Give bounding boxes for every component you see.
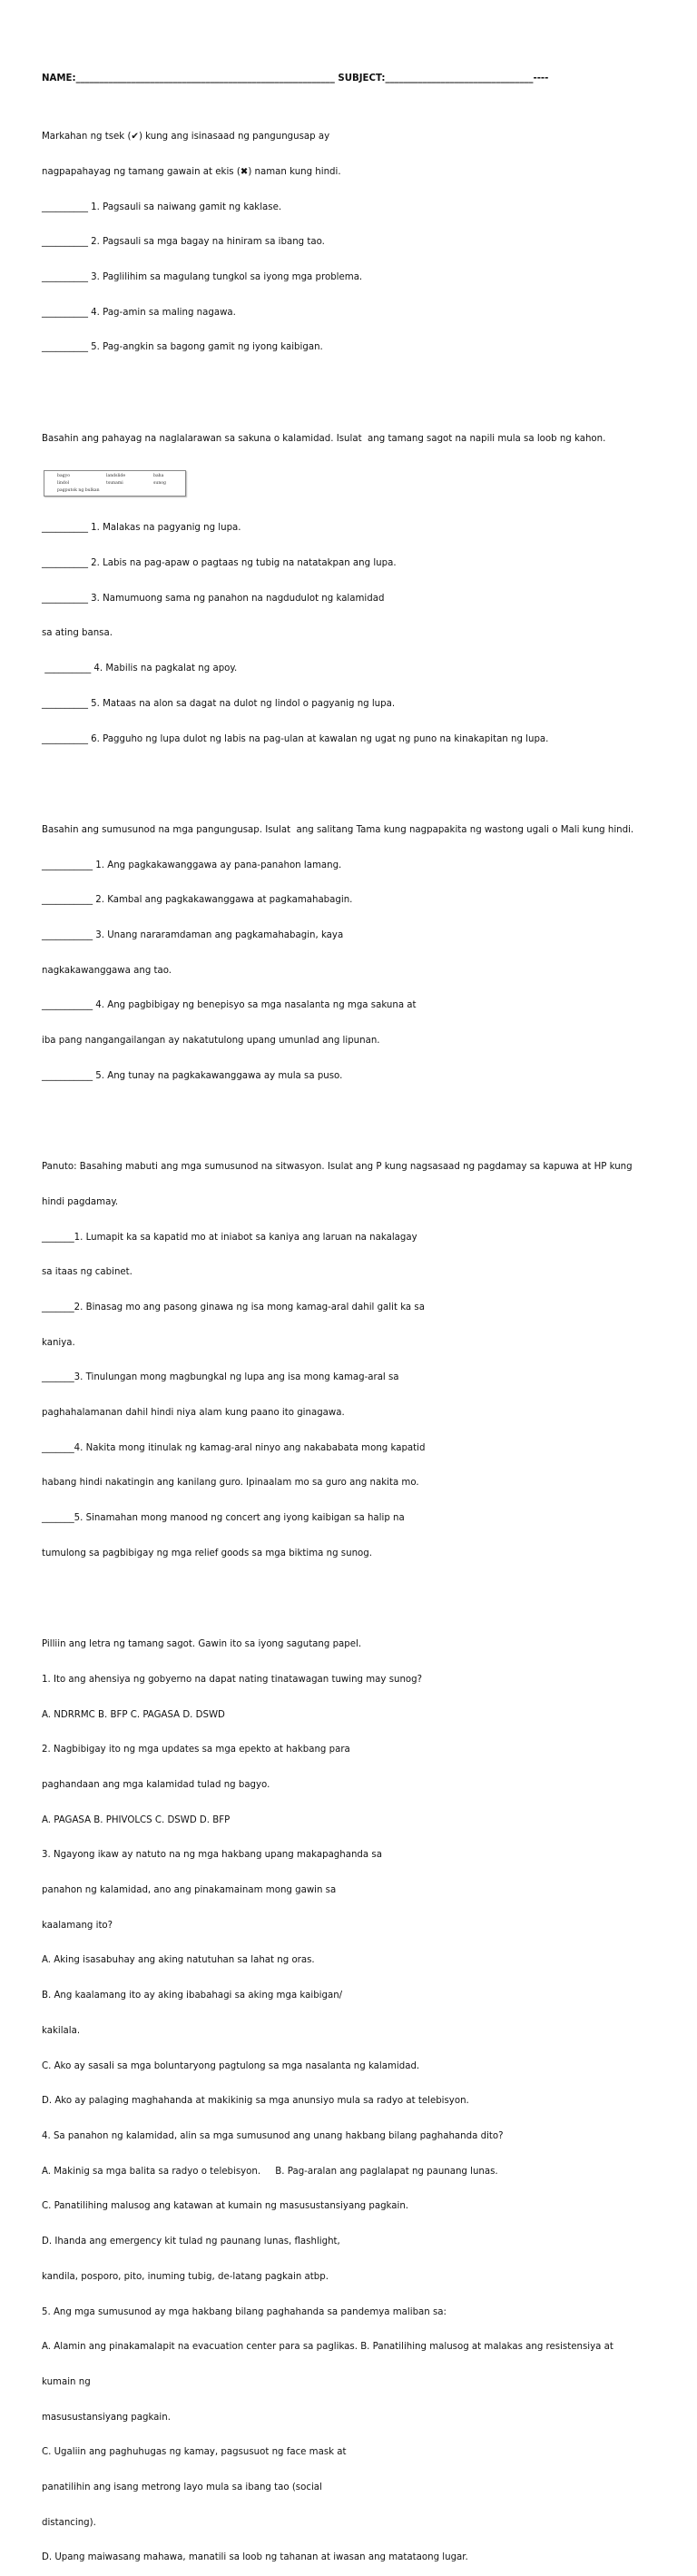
section3-item: ___________ 5. Ang tunay na pagkakawanggawa ay mula sa puso. xyxy=(42,1070,343,1081)
section4-item: sa itaas ng cabinet. xyxy=(42,1267,133,1278)
section5-line: Pilliin ang letra ng tamang sagot. Gawin ito sa iyong sagutang papel. xyxy=(42,1639,362,1650)
word-box-item: tsunami xyxy=(106,481,123,487)
section5-line: D. Ako ay palaging maghahanda at makikinig sa mga anunsiyo mula sa radyo at telebisyon. xyxy=(42,2096,469,2107)
section1-instruction: Markahan ng tsek (✔) kung ang isinasaad ng pangungusap ay xyxy=(42,132,330,143)
section5-line: panatilihin ang isang metrong layo mula sa ibang tao (social xyxy=(42,2483,322,2493)
section5-line: D. Ihanda ang emergency kit tulad ng paunang lunas, flashlight, xyxy=(42,2237,340,2247)
section5-line: D. Upang maiwasang mahawa, manatili sa loob ng tahanan at iwasan ang matataong lugar. xyxy=(42,2552,468,2563)
section4-item: _______3. Tinulungan mong magbungkal ng lupa ang isa mong kamag-aral sa xyxy=(42,1372,399,1383)
section5-line: 4. Sa panahon ng kalamidad, alin sa mga sumusunod ang unang hakbang bilang paghahanda dito? xyxy=(42,2131,504,2141)
section2-item: sa ating bansa. xyxy=(42,628,113,639)
word-box xyxy=(44,470,186,497)
section5-line: C. Ugaliin ang paghuhugas ng kamay, pagsusuot ng face mask at xyxy=(42,2447,347,2458)
section4-item: _______2. Binasag mo ang pasong ginawa ng isa mong kamag-aral dahil galit ka sa xyxy=(42,1302,425,1313)
section5-line: kaalamang ito? xyxy=(42,1920,113,1931)
section1-item: __________ 3. Paglilihim sa magulang tungkol sa iyong mga problema. xyxy=(42,272,363,283)
section4-item: habang hindi nakatingin ang kanilang guro. Ipinaalam mo sa guro ang nakita mo. xyxy=(42,1478,419,1489)
section4-item: paghahalamanan dahil hindi niya alam kung paano ito ginagawa. xyxy=(42,1408,345,1419)
name-blank: ________________________________________________________ xyxy=(75,73,335,84)
section1-instruction: nagpapahayag ng tamang gawain at ekis (✖) naman kung hindi. xyxy=(42,166,341,177)
section3-item: iba pang nangangailangan ay nakatutulong upang umunlad ang lipunan. xyxy=(42,1036,380,1047)
subject-label: SUBJECT: xyxy=(334,73,386,84)
section2-item: __________ 3. Namumuong sama ng panahon na nagdudulot ng kalamidad xyxy=(42,593,385,604)
section2-item: __________ 4. Mabilis na pagkalat ng apoy. xyxy=(42,664,238,674)
section4-item: _______5. Sinamahan mong manood ng concert ang iyong kaibigan sa halip na xyxy=(42,1513,405,1524)
word-box-item: baha xyxy=(153,474,164,479)
section3-item: nagkakawanggawa ang tao. xyxy=(42,965,172,976)
word-box-item: sunog xyxy=(153,481,166,487)
section3-item: ___________ 1. Ang pagkakawanggawa ay pana-panahon lamang. xyxy=(42,860,342,870)
section5-line: kandila, posporo, pito, inuming tubig, de-latang pagkain atbp. xyxy=(42,2271,329,2282)
section5-line: B. Ang kaalamang ito ay aking ibabahagi sa aking mga kaibigan/ xyxy=(42,1991,343,2001)
section2-item: __________ 5. Mataas na alon sa dagat na dulot ng lindol o pagyanig ng lupa. xyxy=(42,698,396,709)
section2-item: __________ 6. Pagguho ng lupa dulot ng labis na pag-ulan at kawalan ng ugat ng puno na kinakapitan ng lupa. xyxy=(42,733,549,744)
section5-line: paghandaan ang mga kalamidad tulad ng bagyo. xyxy=(42,1779,270,1790)
word-box-item: pagputok ng bulkan xyxy=(57,488,100,494)
section5-line: kumain ng xyxy=(42,2376,91,2387)
section1-item: __________ 5. Pag-angkin sa bagong gamit ng iyong kaibigan. xyxy=(42,342,323,353)
subject-blank: ________________________________---- xyxy=(385,73,549,84)
header-line xyxy=(42,74,659,85)
section5-line: A. PAGASA B. PHIVOLCS C. DSWD D. BFP xyxy=(42,1814,231,1825)
word-box-item: bagyo xyxy=(57,474,70,479)
section5-line: 2. Nagbibigay ito ng mga updates sa mga epekto at hakbang para xyxy=(42,1745,350,1755)
section4-item: kaniya. xyxy=(42,1337,75,1348)
section3-instruction: Basahin ang sumusunod na mga pangungusap. Isulat ang salitang Tama kung nagpapakita ng wastong ugali o Mali kung hindi. xyxy=(42,824,634,835)
section3-item: ___________ 2. Kambal ang pagkakawanggawa at pagkamahabagin. xyxy=(42,895,353,906)
section2-item: __________ 2. Labis na pag-apaw o pagtaas ng tubig na natatakpan ang lupa. xyxy=(42,558,397,568)
section5-line: A. Alamin ang pinakamalapit na evacuation center para sa paglikas. B. Panatilihing malusog at malakas ang resistensiya at xyxy=(42,2342,614,2353)
section5-line: 1. Ito ang ahensiya ng gobyerno na dapat nating tinatawagan tuwing may sunog? xyxy=(42,1674,423,1685)
section2-item: __________ 1. Malakas na pagyanig ng lupa. xyxy=(42,523,241,534)
section1-item: __________ 4. Pag-amin sa maling nagawa. xyxy=(42,307,236,318)
section4-instruction: Panuto: Basahing mabuti ang mga sumusunod na sitwasyon. Isulat ang P kung nagsasaad ng pagdamay sa kapuwa at HP kung xyxy=(42,1162,633,1173)
section5-line: 3. Ngayong ikaw ay natuto na ng mga hakbang upang makapaghanda sa xyxy=(42,1850,382,1861)
section5-line: C. Ako ay sasali sa mga boluntaryong pagtulong sa mga nasalanta ng kalamidad. xyxy=(42,2060,420,2071)
section5-line: A. Aking isasabuhay ang aking natutuhan sa lahat ng oras. xyxy=(42,1955,315,1966)
section5-line: kakilala. xyxy=(42,2025,81,2036)
section1-item: __________ 1. Pagsauli sa naiwang gamit ng kaklase. xyxy=(42,202,282,212)
section2-instruction: Basahin ang pahayag na naglalarawan sa sakuna o kalamidad. Isulat ang tamang sagot na napili mula sa loob ng kahon. xyxy=(42,433,606,444)
section5-line: distancing). xyxy=(42,2517,96,2528)
word-box-item: landslide xyxy=(106,474,126,479)
section5-line: A. NDRRMC B. BFP C. PAGASA D. DSWD xyxy=(42,1709,225,1720)
section4-instruction: hindi pagdamay. xyxy=(42,1196,119,1207)
worksheet xyxy=(42,38,659,2576)
word-box-item: lindol xyxy=(57,481,70,487)
section5-line: panahon ng kalamidad, ano ang pinakamainam mong gawin sa xyxy=(42,1885,337,1896)
section4-item: _______4. Nakita mong itinulak ng kamag-aral ninyo ang nakababata mong kapatid xyxy=(42,1442,426,1453)
name-label: NAME: xyxy=(42,73,76,84)
section5-line: masusustansiyang pagkain. xyxy=(42,2412,171,2423)
section3-item: ___________ 3. Unang nararamdaman ang pagkamahabagin, kaya xyxy=(42,929,344,940)
section3-item: ___________ 4. Ang pagbibigay ng benepisyo sa mga nasalanta ng mga sakuna at xyxy=(42,1000,417,1011)
section1-item: __________ 2. Pagsauli sa mga bagay na hiniram sa ibang tao. xyxy=(42,237,325,248)
section5-line: C. Panatilihing malusog ang katawan at kumain ng masusustansiyang pagkain. xyxy=(42,2201,409,2212)
section4-item: _______1. Lumapit ka sa kapatid mo at iniabot sa kaniya ang laruan na nakalagay xyxy=(42,1232,417,1243)
section5-line: A. Makinig sa mga balita sa radyo o telebisyon. B. Pag-aralan ang paglalapat ng paunang lunas. xyxy=(42,2166,498,2177)
section4-item: tumulong sa pagbibigay ng mga relief goods sa mga biktima ng sunog. xyxy=(42,1548,372,1558)
section5-line: 5. Ang mga sumusunod ay mga hakbang bilang paghahanda sa pandemya maliban sa: xyxy=(42,2306,447,2317)
